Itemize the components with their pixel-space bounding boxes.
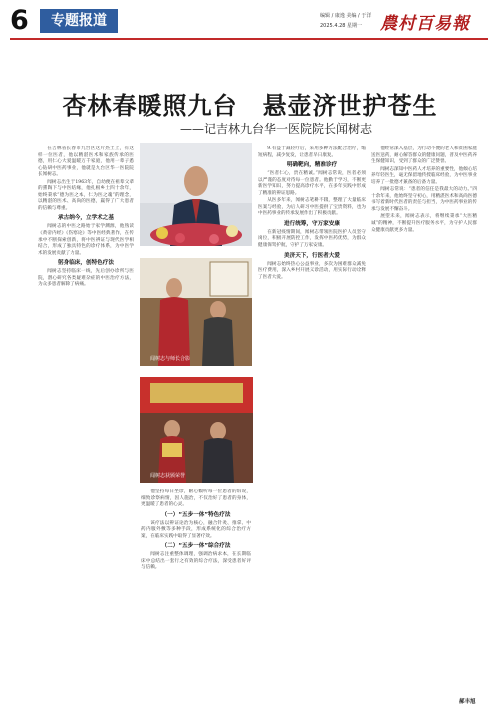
body-paragraph: 闻树志出生于1963年，自幼便在祖辈父辈的熏陶下与中医结缘，他扎根乡土四十余年，始终秉承“德为医之本，仁为医之魂”的理念，以精湛的医术、高尚的医德，赢得了广大患者的信赖与尊重。 (38, 179, 134, 211)
section-heading: 承古纳今，立学术之基 (58, 215, 114, 222)
body-paragraph: 闻树志始终热心公益事业，多次为困难群众减免医疗费用，深入乡村开展义诊活动，用实际行动诠释了医者大爱。 (258, 261, 366, 280)
body-paragraph: 他经常深入基层，为行动不便的老人和贫困家庭送医送药，耐心解答群众的健康问题，普及中医药养生保健知识，受到了群众的广泛赞誉。 (371, 146, 477, 165)
page-header (0, 0, 500, 44)
article-title: 杏林春暖照九台 悬壶济世护苍生 (62, 92, 438, 120)
text-column-2 (141, 489, 251, 689)
section-heading: 明确靶向，精准诊疗 (286, 162, 338, 169)
section-heading: 进行统筹，守万家安康 (284, 220, 340, 227)
award-photo-image (140, 377, 253, 483)
masthead-logo: 農村百易報 (380, 14, 470, 34)
section-heading: 躬身临床，创特色疗法 (58, 260, 114, 267)
article-author: 郝丰旭 (459, 699, 476, 705)
body-paragraph: 该疗法以辨证论治为核心，融合针灸、推拿、中药内服外敷等多种手段，形成系统化的综合治疗方案，在临床实践中取得了显著疗效。 (141, 520, 251, 539)
section-heading: （一）“五步一体”特色疗法 (161, 511, 231, 518)
header-rule (10, 38, 488, 40)
text-column-1 (38, 146, 134, 689)
body-paragraph: 在吉林省长春市九台区这片热土上，有这样一位医者，他以精湛医术和家族传承的医德，用仁心大爱温暖万千家庭，他用一辈子悉心钻研中医药事业，他就是九台区华一医院院长闻树志。 (38, 146, 134, 178)
photo-award (140, 377, 253, 483)
text-column-3 (258, 146, 366, 689)
body-paragraph: 9.有益于减轻疗后，采用多种方法配合治疗，缩短病程，减少复发，让患者早日康复。 (258, 146, 366, 158)
body-paragraph: 他坚持每日坐诊，耐心倾听每一位患者的诉说，细致诊察病情，因人施治，不仅治好了患者的身体，更温暖了患者的心灵。 (141, 489, 251, 508)
portrait-image (140, 143, 252, 246)
text-column-4 (371, 146, 477, 689)
photo-portrait (140, 143, 252, 246)
body-paragraph: 闻树志的中医之路始于家学渊源，他熟读《黄帝内经》《伤寒论》等中医经典著作，在传承中不断探索创新，将中医辨证与现代医学相结合，形成了独具特色的诊疗体系，为中医学术的发展贡献了力量。 (38, 224, 134, 256)
body-paragraph: 从医多年来，闻树志笔耕不辍，整理了大量临床医案与经验，为后人研习中医提供了宝贵资料，也为中医药事业的传承发展作出了积极贡献。 (258, 198, 366, 217)
section-tag: 专题报道 (40, 9, 118, 33)
body-paragraph: 闻树志坚持临床一线，先后创办诊所与医院，潜心研究各类疑难杂症的中医治疗方法，为众多患者解除了病痛。 (38, 269, 134, 288)
body-paragraph: 闻树志注重整体调理，强调治病求本，在长期临床中总结出一套行之有效的综合疗法，深受患者好评与信赖。 (141, 552, 251, 571)
page-number: 6 (10, 5, 29, 36)
body-paragraph: 闻树志常说：“患者的信任是我最大的动力。”四十余年来，他始终坚守初心，用精湛医术和高尚医德书写着新时代医者的责任与担当，为中医药事业的传承与发展不懈奋斗。 (371, 187, 477, 212)
body-paragraph: 展望未来，闻树志表示，将继续秉承“大医精诚”的精神，不断提升医疗服务水平，为守护人民群众健康贡献更多力量。 (371, 214, 477, 233)
section-heading: 美济天下，行医者大爱 (284, 252, 340, 259)
article-subtitle: ——记吉林九台华一医院院长闻树志 (180, 122, 373, 136)
photo-caption-award: 闻树志获颁荣誉 (150, 473, 186, 479)
mentor-photo-image (140, 258, 252, 366)
editors-credit: 编辑 / 康逸 美编 / 于洋 (320, 13, 372, 19)
photo-seated-mentor (140, 258, 252, 366)
photo-caption-mentor: 闻树志与师长合影 (150, 356, 191, 362)
body-paragraph: 闻树志深知中医药人才培养的重要性，他倾心培养年轻医生，毫无保留地传授临床经验，为中医事业培养了一批德才兼备的后备力量。 (371, 166, 477, 185)
issue-date: 2025.4.28 星期一 (320, 23, 363, 29)
body-paragraph: 在新冠疫情期间，闻树志带领医院医护人员坚守岗位，积极开展防控工作，发挥中医药优势，为群众健康保驾护航，守护了万家安康。 (258, 229, 366, 249)
body-paragraph: “医者仁心，贵在精诚。”闻树志常说，医者必须以严谨的态度对待每一位患者。他勤于学习，不断更新医学知识，努力提高诊疗水平，在多年实践中形成了精准的辨证思路。 (258, 171, 366, 196)
section-heading: （二）“五步一体”综合疗法 (161, 543, 231, 550)
